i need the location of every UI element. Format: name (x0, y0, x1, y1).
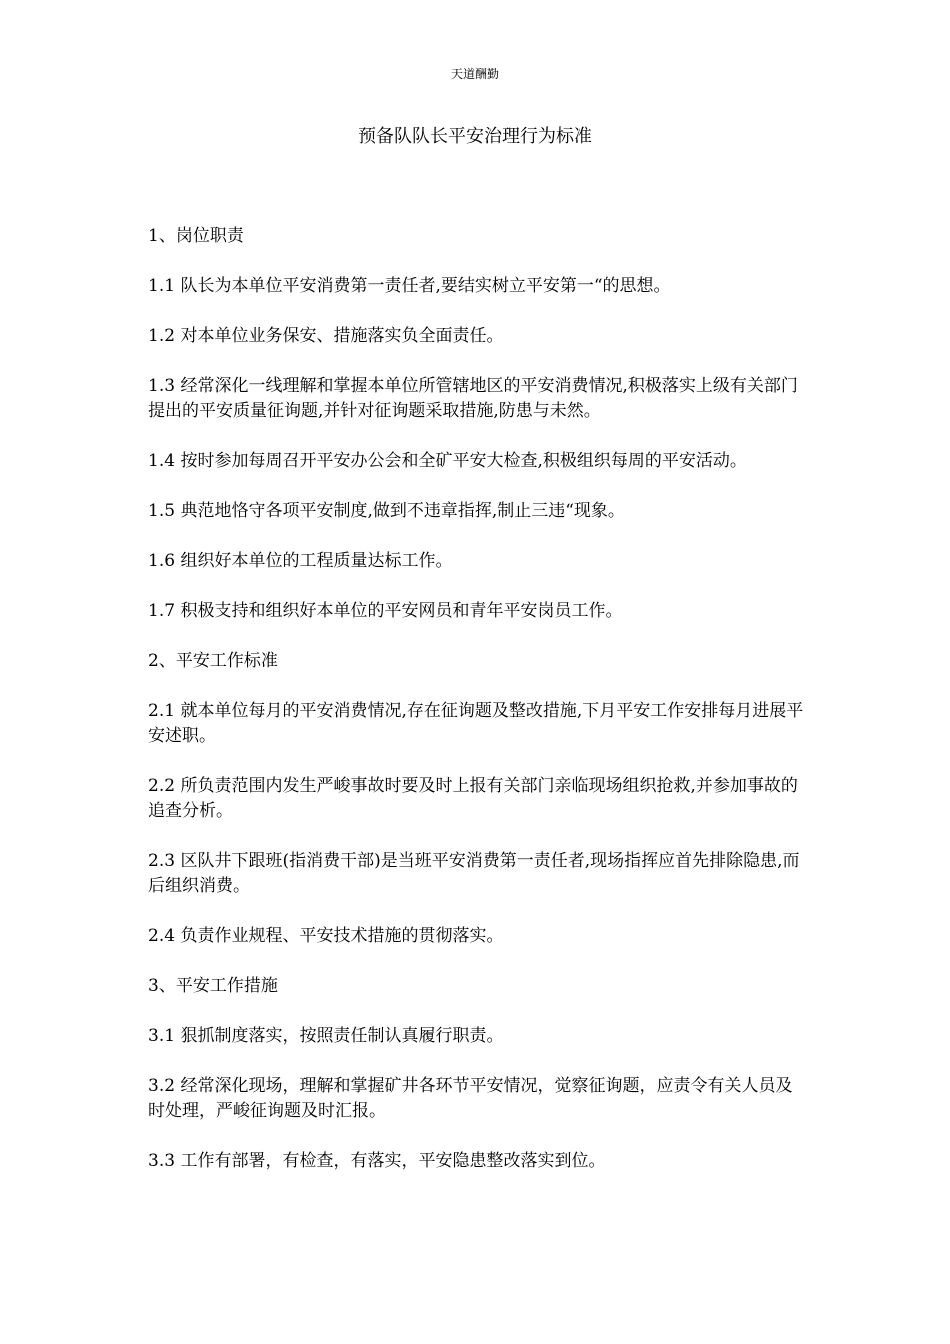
paragraph-1-4: 1.4 按时参加每周召开平安办公会和全矿平安大检查,积极组织每周的平安活动。 (148, 451, 747, 471)
paragraph-3-3: 3.3 工作有部署，有检查，有落实，平安隐患整改落实到位。 (148, 1151, 606, 1171)
document-title: 预备队队长平安治理行为标准 (358, 126, 592, 147)
paragraph-1-5: 1.5 典范地恪守各项平安制度,做到不违章指挥,制止三违“现象。 (148, 501, 625, 521)
document-body (148, 224, 808, 1199)
paragraph-2-2: 2.2 所负责范围内发生严峻事故时要及时上报有关部门亲临现场组织抢救,并参加事故的追查分析。 (148, 776, 798, 821)
paragraph-3-1: 3.1 狠抓制度落实，按照责任制认真履行职责。 (148, 1026, 504, 1046)
paragraph-3-2: 3.2 经常深化现场，理解和掌握矿井各环节平安情况，觉察征询题，应责令有关人员及时处理，严峻征询题及时汇报。 (148, 1076, 793, 1121)
paragraph-2-1: 2.1 就本单位每月的平安消费情况,存在征询题及整改措施,下月平安工作安排每月进展平安述职。 (148, 701, 804, 746)
paragraph-2-3: 2.3 区队井下跟班(指消费干部)是当班平安消费第一责任者,现场指挥应首先排除隐患,而后组织消费。 (148, 851, 800, 896)
paragraph-1-6: 1.6 组织好本单位的工程质量达标工作。 (148, 551, 453, 571)
paragraph-1-2: 1.2 对本单位业务保安、措施落实负全面责任。 (148, 326, 504, 346)
page-header: 天道酬勤 (450, 67, 499, 81)
paragraph-1-3: 1.3 经常深化一线理解和掌握本单位所管辖地区的平安消费情况,积极落实上级有关部门提出的平安质量征询题,并针对征询题采取措施,防患与未然。 (148, 376, 798, 421)
section-heading-1: 1、岗位职责 (148, 226, 244, 246)
paragraph-1-1: 1.1 队长为本单位平安消费第一责任者,要结实树立平安第一“的思想。 (148, 276, 671, 296)
section-heading-2: 2、平安工作标准 (148, 651, 278, 671)
paragraph-2-4: 2.4 负责作业规程、平安技术措施的贯彻落实。 (148, 926, 504, 946)
section-heading-3: 3、平安工作措施 (148, 976, 278, 996)
paragraph-1-7: 1.7 积极支持和组织好本单位的平安网员和青年平安岗员工作。 (148, 601, 623, 621)
